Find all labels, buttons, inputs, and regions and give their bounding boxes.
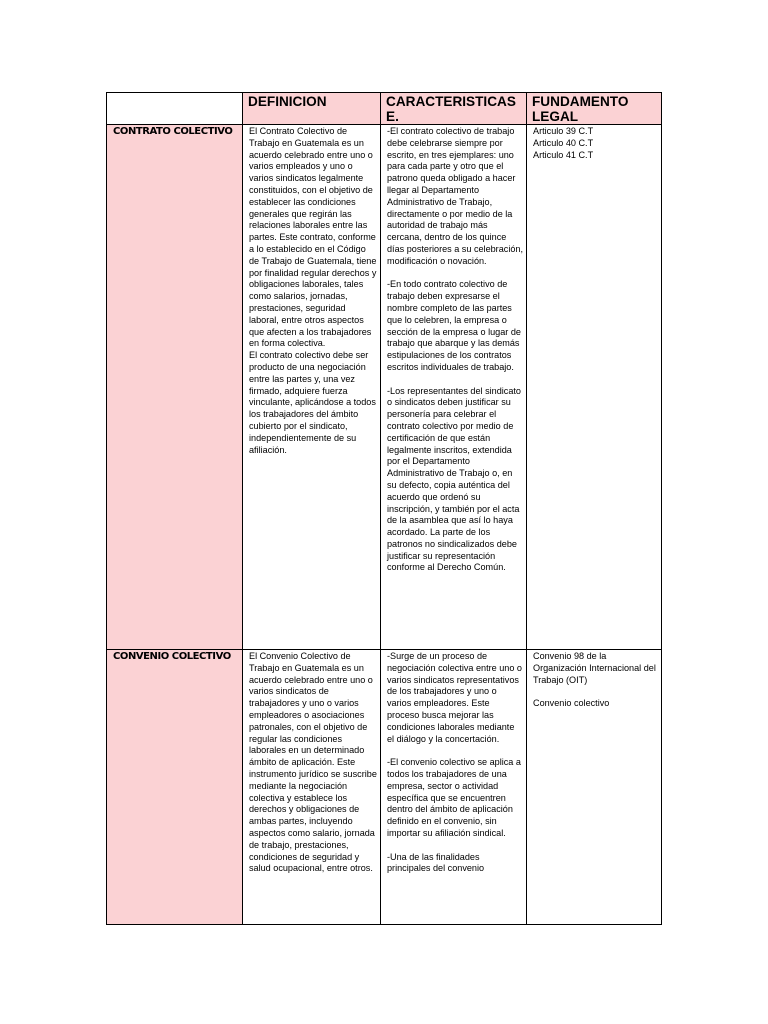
header-fundamento-legal: FUNDAMENTO LEGAL <box>527 93 662 125</box>
paragraph-gap <box>387 840 523 852</box>
caracteristica-paragraph: -El contrato colectivo de trabajo debe celebrarse siempre por escrito, en tres ejemplares: uno para cada parte y otro que el patrono queda obligado a hacer llegar al Departamento Administrativo de Trabajo, directamente o por medio de la autoridad de trabajo más cercana, dentro de los quince días posteriores a su celebración, modificación o novación. <box>387 126 523 266</box>
header-caracteristicas: CARACTERISTICAS E. <box>381 93 527 125</box>
row-label-cell <box>107 650 243 925</box>
definicion-cell <box>243 650 381 925</box>
fundamento-cell <box>527 650 662 925</box>
header-blank-cell <box>107 93 243 125</box>
header-row <box>107 93 662 125</box>
caracteristica-paragraph: -Los representantes del sindicato o sindicatos deben justificar su personería para celebrar el contrato colectivo por medio de certificación de que están legalmente inscritos, extendida por el Departamento Administrativo de Trabajo o, en su defecto, copia auténtica del acuerdo que ordenó su inscripción, y también por el acta de la asamblea que así lo haya acordado. La parte de los patronos no sindicalizados debe justificar su representación conforme al Derecho Común. <box>387 385 521 573</box>
caracteristica-paragraph: -Surge de un proceso de negociación colectiva entre uno o varios sindicatos representativos de los trabajadores y uno o varios empleadores. Este proceso busca mejorar las condiciones laborales mediante el diálogo y la concertación. <box>387 651 522 744</box>
comparison-table <box>106 92 662 925</box>
definicion-paragraph: El contrato colectivo debe ser producto de una negociación entre las partes y, una vez firmado, adquiere fuerza vinculante, aplicándose a todos los trabajadores del ámbito cubierto por el sindicato, independientemente de su afiliación. <box>249 350 376 455</box>
paragraph-gap <box>533 686 658 698</box>
row-label: CONVENIO COLECTIVO <box>113 651 231 662</box>
definicion-paragraph: El Contrato Colectivo de Trabajo en Guatemala es un acuerdo celebrado entre uno o varios empleados y uno o varios sindicatos legalmente constituidos, con el objetivo de establecer las condiciones generales que regirán las relaciones laborales entre las partes. Este contrato, conforme a lo establecido en el Código de Trabajo de Guatemala, tiene por finalidad regular derechos y obligaciones laborales, tales como salarios, jornadas, prestaciones, seguridad laboral, entre otros aspectos que afecten a los trabajadores en forma colectiva. <box>249 126 377 349</box>
paragraph-gap <box>387 374 523 386</box>
header-definicion: DEFINICION <box>243 93 381 125</box>
paragraph-gap <box>387 745 523 757</box>
caracteristicas-cell <box>381 125 527 650</box>
caracteristica-paragraph: -El convenio colectivo se aplica a todos los trabajadores de una empresa, sector o actividad específica que se encuentren dentro del ámbito de aplicación definido en el convenio, sin importar su afiliación sindical. <box>387 757 521 838</box>
row-label: CONTRATO COLECTIVO <box>113 126 233 137</box>
fundamento-paragraph: Convenio 98 de la Organización Internacional del Trabajo (OIT) <box>533 651 656 685</box>
paragraph-gap <box>387 268 523 280</box>
fundamento-paragraph: Convenio colectivo <box>533 698 610 709</box>
fundamento-paragraph: Articulo 39 C.T Articulo 40 C.T Articulo 41 C.T <box>533 126 594 160</box>
caracteristicas-cell <box>381 650 527 925</box>
table-row <box>107 650 662 925</box>
caracteristica-paragraph: -En todo contrato colectivo de trabajo deben expresarse el nombre completo de las partes que lo celebren, la empresa o sección de la empresa o lugar de trabajo que abarque y las demás estipulaciones de los contratos escritos individuales de trabajo. <box>387 279 521 372</box>
fundamento-cell <box>527 125 662 650</box>
row-label-cell <box>107 125 243 650</box>
caracteristica-paragraph: -Una de las finalidades principales del convenio <box>387 851 485 874</box>
definicion-paragraph: El Convenio Colectivo de Trabajo en Guatemala es un acuerdo celebrado entre uno o varios sindicatos de trabajadores y uno o varios empleadores o asociaciones patronales, con el objetivo de regular las condiciones laborales en un determinado ámbito de aplicación. Este instrumento jurídico se suscribe mediante la negociación colectiva y establece los derechos y obligaciones de ambas partes, incluyendo aspectos como salario, jornada de trabajo, prestaciones, condiciones de seguridad y salud ocupacional, entre otros. <box>249 651 377 874</box>
definicion-cell <box>243 125 381 650</box>
table-row <box>107 125 662 650</box>
